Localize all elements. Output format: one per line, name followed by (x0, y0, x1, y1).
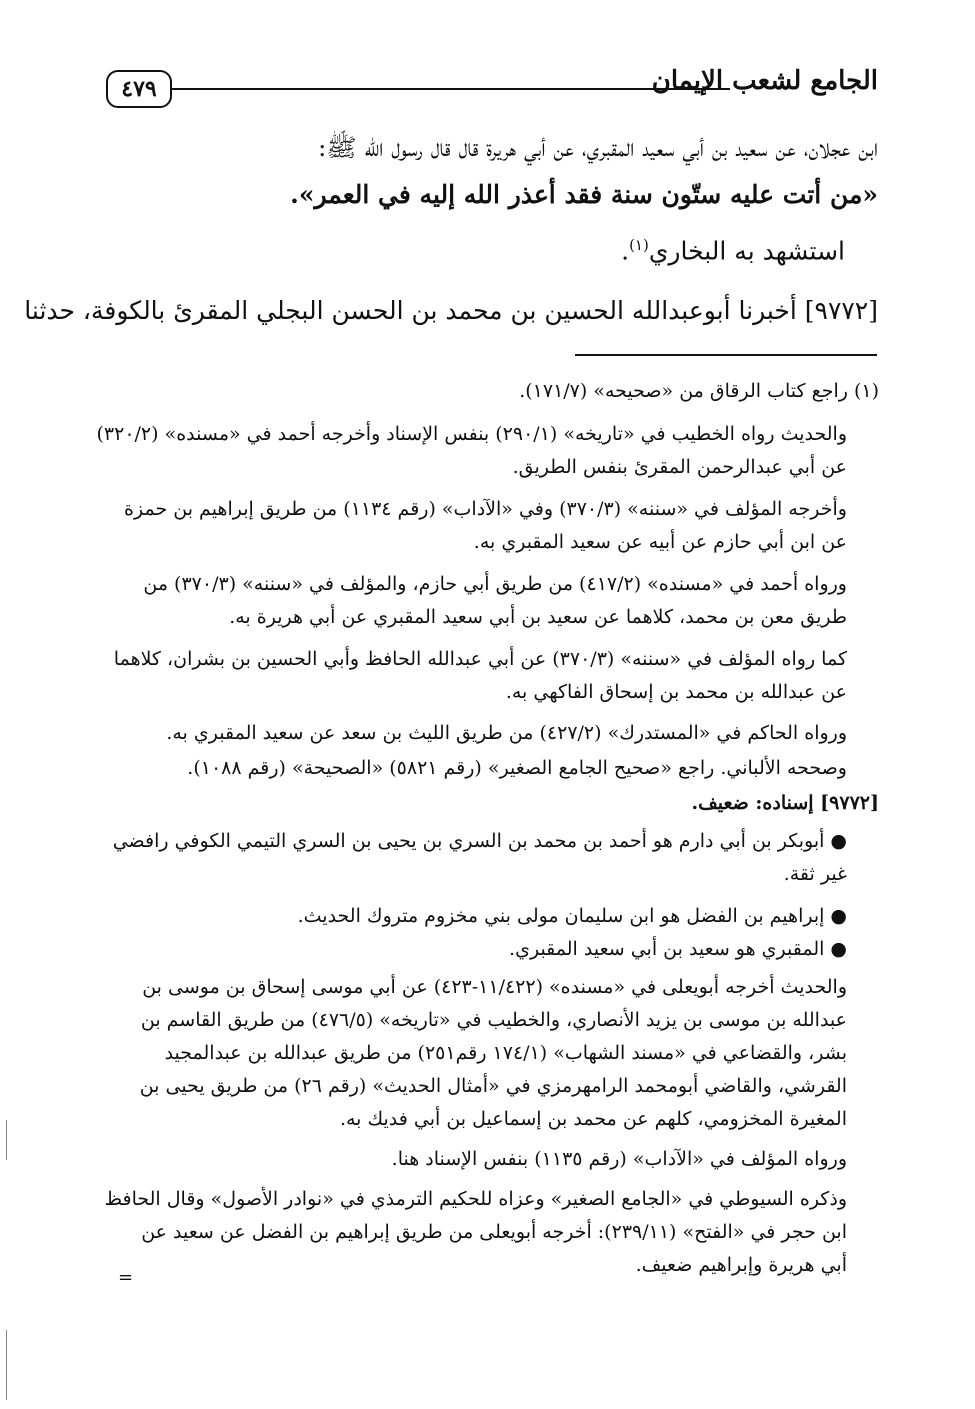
footnote-line: ورواه المؤلف في «الآداب» (رقم ١١٣٥) بنفس الإسناد هنا. (391, 1148, 847, 1170)
footnote-line: عن ابن أبي حازم عن أبيه عن سعيد المقبري به. (473, 531, 847, 553)
footnote-line: والحديث رواه الخطيب في «تاريخه» (٢٩٠/١) بنفس الإسناد وأخرجه أحمد في «مسنده» (٣٢٠/٢) (96, 423, 847, 445)
footnote-line: المغيرة المخزومي، كلهم عن محمد بن إسماعيل بن أبي فديك به. (339, 1108, 847, 1130)
footnote-line: القرشي، والقاضي أبومحمد الرامهرمزي في «أمثال الحديث» (رقم ٢٦) من طريق يحيى بن (139, 1075, 847, 1097)
footnote-text: المقبري هو سعيد بن أبي سعيد المقبري. (509, 938, 825, 960)
footnote-reference: (١) (629, 236, 649, 254)
footnote-bullet-item (298, 905, 847, 927)
footnote-text: إبراهيم بن الفضل هو ابن سليمان مولى بني مخزوم متروك الحديث. (297, 905, 825, 927)
footnote-line: وأخرجه المؤلف في «سننه» (٣٧٠/٣) وفي «الآداب» (رقم ١١٣٤) من طريق إبراهيم بن حمزة (124, 498, 847, 520)
footnote-line: ورواه أحمد في «مسنده» (٤١٧/٢) من طريق أبي حازم، والمؤلف في «سننه» (٣٧٠/٣) من (143, 573, 847, 595)
bullet-icon: ● (830, 905, 847, 927)
continuation-mark: = (118, 1267, 134, 1288)
header-rule (170, 88, 730, 90)
footnote-separator (575, 354, 877, 356)
footnote-line: بشر، والقضاعي في «مسند الشهاب» (١٧٤/١ رقم٢٥١) من طريق عبدالله بن عبدالمجيد (164, 1042, 847, 1064)
main-text-line (621, 236, 845, 265)
footnote-bullet-item (509, 938, 847, 960)
footnote-line: عبدالله بن موسى بن يزيد الأنصاري، والخطيب في «تاريخه» (٤٧٦/٥) من طريق القاسم بن (140, 1009, 847, 1031)
main-text-line: ابن عجلان، عن سعيد بن أبي سعيد المقبري، عن أبي هريرة قال قال رسول الله ﷺ: (318, 133, 878, 162)
hadith-text: «من أتت عليه ستّون سنة فقد أعذر الله إليه في العمر». (290, 180, 878, 209)
footnote-line: وصححه الألباني. راجع «صحيح الجامع الصغير» (رقم ٥٨٢١) «الصحيحة» (رقم ١٠٨٨). (187, 757, 847, 779)
page-header (100, 60, 878, 120)
page-number: ٤٧٩ (106, 70, 172, 108)
footnote-line: غير ثقة. (783, 863, 847, 885)
book-title: الجامع لشعب الإيمان (651, 66, 878, 96)
footnote-line: أبي هريرة وإبراهيم ضعيف. (635, 1254, 847, 1276)
scan-margin-line (6, 1120, 7, 1160)
main-text-fragment: . (621, 236, 630, 266)
main-text-line: [٩٧٧٢] أخبرنا أبوعبدالله الحسين بن محمد بن الحسن البجلي المقرئ بالكوفة، حدثنا (24, 296, 878, 325)
footnote-line: ابن حجر في «الفتح» (٢٣٩/١١): أخرجه أبويعلى من طريق إبراهيم بن الفضل عن سعيد عن (141, 1221, 847, 1243)
footnote-line: عن عبدالله بن محمد بن إسحاق الفاكهي به. (505, 681, 847, 703)
footnote-line: عن أبي عبدالرحمن المقرئ بنفس الطريق. (512, 456, 847, 478)
footnote-line: وذكره السيوطي في «الجامع الصغير» وعزاه للحكيم الترمذي في «نوادر الأصول» وقال الحافظ (104, 1188, 847, 1210)
main-text-fragment: استشهد به البخاري (648, 236, 845, 266)
bullet-icon: ● (830, 938, 847, 960)
footnote-line: ورواه الحاكم في «المستدرك» (٤٢٧/٢) من طريق الليث بن سعد عن سعيد المقبري به. (166, 722, 847, 744)
footnote-line: طريق معن بن محمد، كلاهما عن سعيد بن أبي سعيد المقبري عن أبي هريرة به. (229, 606, 847, 628)
footnote-line: (١) راجع كتاب الرقاق من «صحيحه» (١٧١/٧). (519, 380, 879, 402)
footnote-bullet-item (113, 830, 847, 852)
footnote-line: كما رواه المؤلف في «سننه» (٣٧٠/٣) عن أبي عبدالله الحافظ وأبي الحسين بن بشران، كلاهما (113, 648, 847, 670)
footnote-line: والحديث أخرجه أبويعلى في «مسنده» (١١/٤٢٢-٤٢٣) عن أبي موسى إسحاق بن موسى بن (142, 976, 847, 998)
footnote-line: [٩٧٧٢] إسناده: ضعيف. (691, 792, 879, 814)
scan-margin-line (6, 1330, 7, 1400)
footnote-text: أبوبكر بن أبي دارم هو أحمد بن محمد بن السري بن يحيى بن السري التيمي الكوفي رافضي (112, 830, 825, 852)
bullet-icon: ● (830, 830, 847, 852)
